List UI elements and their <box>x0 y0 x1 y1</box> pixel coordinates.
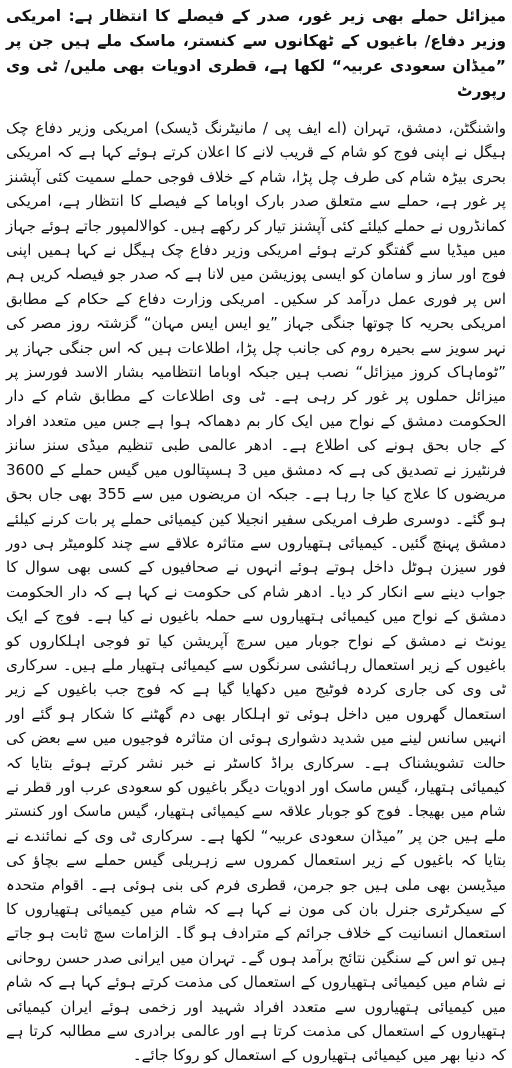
article-headline: میزائل حملے بھی زیر غور، صدر کے فیصلے کا انتظار ہے: امریکی وزیر دفاع/ باغیوں کے ٹھکانوں سے کنستر، ماسک ملے ہیں جن پر ”میڈان سعودی عربیہ“ لکھا ہے، قطری ادویات بھی ملیں/ ٹی وی رپورٹ <box>6 7 506 100</box>
article-body: واشنگٹن، دمشق، تہران (اے ایف پی / مانیٹرنگ ڈیسک) امریکی وزیر دفاع چک ہیگل نے اپنی فوج کو شام کے قریب لانے کا اعلان کرتے ہوئے کہا ہے کہ امریکی بحری بیڑہ شام کی طرف چل پڑا، شام کے خلاف فوجی حملے سمیت کئی آپشنز پر غور ہے، حملے سے متعلق صدر بارک اوباما کے فیصلے کا انتظار ہے، امریکی کمانڈروں نے حملے کیلئے کئی آپشنز تیار کر رکھے ہیں۔ کوالالمپور جاتے ہوئے جہاز میں میڈیا سے گفتگو کرتے ہوئے امریکی وزیر دفاع چک ہیگل نے کہا ہمیں اپنی فوج اور ساز و سامان کو ایسی پوزیشن میں لانا ہے کہ صدر جو فیصلہ کریں ہم اس پر فوری عمل درآمد کر سکیں۔ امریکی وزارت دفاع کے حکام کے مطابق امریکی بحریہ کا چوتھا جنگی جہاز ”یو ایس ایس مہان“ گزشتہ روز مصر کی نہر سویز سے بحیرہ روم کی جانب چل پڑا، اطلاعات ہیں کہ اس جنگی جہاز پر ”ٹوماہاک کروز میزائل“ نصب ہیں جبکہ اوباما انتظامیہ بشار الاسد فورسز پر میزائل حملوں پر غور کر رہی ہے۔ ٹی وی اطلاعات کے مطابق شام کے دار الحکومت دمشق کے نواح میں ایک کار بم دھماکہ ہوا ہے جس میں متعدد افراد کے جاں بحق ہونے کی اطلاع ہے۔ ادھر عالمی طبی تنظیم میڈی سنز سانز فرنٹیرز نے تصدیق کی ہے کہ دمشق میں 3 ہسپتالوں میں گیس حملے کے 3600 مریضوں کا علاج کیا جا رہا ہے۔ جبکہ ان مریضوں میں سے 355 بھی جاں بحق ہو گئے۔ دوسری طرف امریکی سفیر انجیلا کین کیمیائی حملے پر بات کرنے کیلئے دمشق پہنچ گئیں۔ کیمیائی ہتھیاروں سے متاثرہ علاقے سے چند کلومیٹر ہی دور فور سیزن ہوٹل داخل ہوتے ہوئے انہوں نے صحافیوں کے کسی بھی سوال کا جواب دینے سے انکار کر دیا۔ ادھر شام کی حکومت نے کہا ہے کہ دار الحکومت دمشق کے نواح میں کیمیائی ہتھیاروں سے حملہ باغیوں نے کیا ہے۔ فوج کے ایک یونٹ نے دمشق کے نواح جوبار میں سرچ آپریشن کیا تو فوجی اہلکاروں کو باغیوں کے زیر استعمال رہائشی سرنگوں سے کیمیائی ہتھیار ملے ہیں۔ سرکاری ٹی وی کی جاری کردہ فوٹیج میں دکھایا گیا ہے کہ فوج جب باغیوں کے زیر استعمال گھروں میں داخل ہوئی تو اہلکار بھی دم گھٹنے کا شکار ہو گئے اور انہیں سانس لینے میں شدید دشواری ہوئی ان متاثرہ فوجیوں میں سے بعض کی حالت تشویشناک ہے۔ سرکاری براڈ کاسٹر نے خبر نشر کرتے ہوئے بتایا کہ کیمیائی ہتھیار، گیس ماسک اور ادویات دیگر باغیوں کو سعودی عرب اور قطر نے شام میں بھیجا۔ فوج کو جوبار علاقہ سے کیمیائی ہتھیار، گیس ماسک اور کنستر ملے ہیں جن پر ”میڈان سعودی عربیہ“ لکھا ہے۔ سرکاری ٹی وی کے نمائندے نے بتایا کہ باغیوں کے زیر استعمال کمروں سے زہریلی گیس حملے سے بچاؤ کی میڈیسن بھی ملی ہیں جو جرمن، قطری فرم کی بنی ہوئی ہے۔ اقوام متحدہ کے سیکرٹری جنرل بان کی مون نے کہا ہے کہ شام میں کیمیائی ہتھیاروں کا استعمال انسانیت کے خلاف جرائم کے مترادف ہو گا۔ الزامات سچ ثابت ہو جاتے ہیں تو اس کے سنگین نتائج برآمد ہوں گے۔ تہران میں ایرانی صدر حسن روحانی نے شام میں کیمیائی ہتھیاروں کے استعمال کی مذمت کرتے ہوئے کہا ہے کہ شام میں کیمیائی ہتھیاروں سے متعدد افراد شہید اور زخمی ہوئے ایران کیمیائی ہتھیاروں کے استعمال کی مذمت کرتا ہے اور عالمی برادری سے مطالبہ کرتا ہے کہ دنیا بھر میں کیمیائی ہتھیاروں کے استعمال کو روکا جائے۔ <box>6 119 507 1065</box>
